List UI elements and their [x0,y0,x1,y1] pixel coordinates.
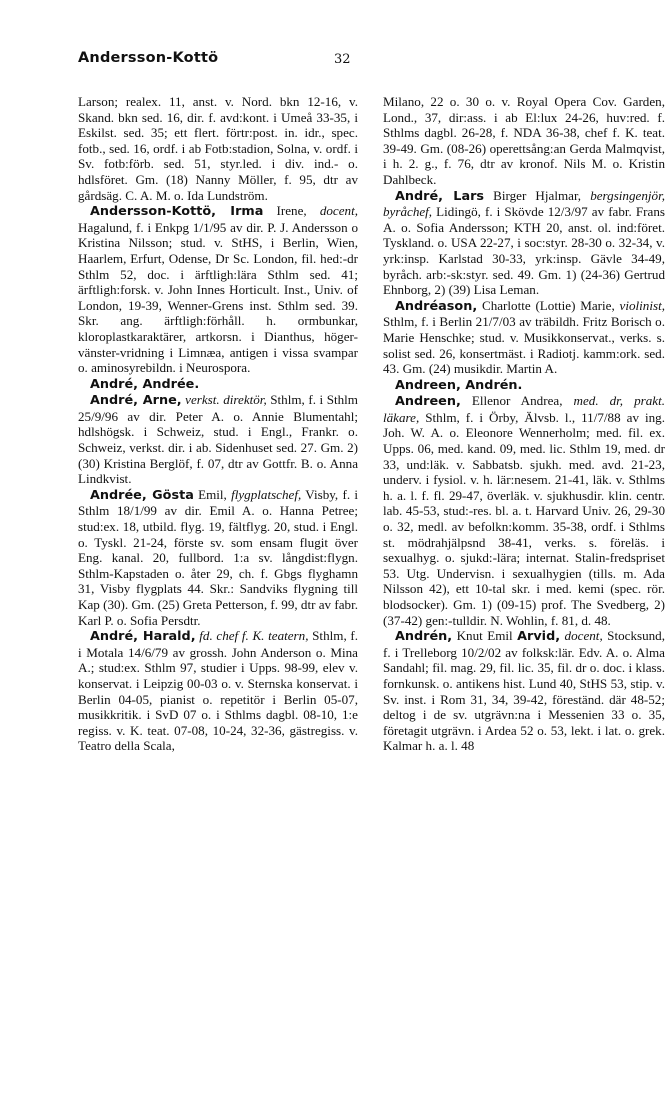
entry-name: Andréason, [395,298,478,314]
biography-entry: Andrée, Gösta Emil, flygplatschef, Visby, f. i Sthlm 18/1/99 av dir. Emil A. o. Hanna Petree; stud:ex. 18, utbild. flyg. 19, fältflyg. 20, stud. i Engl. o. Tyskl. 21-24, förste sv. som ensam flugit över Eng. kanal. 20, fullbord. 1:a sv. långdist:flygn. Sthlm-Kapstaden o. åter 29, ch. f. Gbgs flyghamn 31, Visby flygplats 44. Skr.: Sandviks flygning till Kap (30). Gm. (25) Greta Petterson, f. 99, dtr av fabr. Karl P. o. Sofia Persdtr. [78,486,358,628]
entry-title: flygplatschef, [231,486,302,502]
page-number: 32 [334,52,351,67]
running-head: Andersson-Kottö [78,50,219,66]
entry-name: Andrén, [395,629,453,645]
biography-entry: Andrén, Knut Emil Arvid, docent, Stocksund, f. i Trelleborg 10/2/02 av folksk:lär. Edv. A. o. Alma Sandahl; fil. mag. 29, fil. lic. 35, fil. dr o. doc. i klass. fornkunsk. o. antikens hist. Lund 40, StHS 53, stip. v. Sv. inst. i Rom 31, 34, 39-42, föreständ. där 48-52; deltog i de sv. utgrävn:na i Messenien 33 o. 35, företagit utgrävn. i Ardea 52 o. 53, lekt. i lat. o. grek. Kalmar h. a. l. 48 [383,628,665,754]
entry-name: André, [90,629,139,645]
biography-entry: Andréason, Charlotte (Lottie) Marie, violinist, Sthlm, f. i Berlin 21/7/03 av träbildh. Fritz Borisch o. Marie Henschke; stud. v. Musikkonservat., verks. s. solist sed. 26, konsertmäst. i Radiotj. kamm:ork. sed. 43. Gm. (24) musikdir. Martin A. [383,297,665,377]
right-column [383,94,665,754]
entry-title: verkst. direktör, [185,392,267,408]
entry-name: André, [90,393,139,409]
biography-entry: Andreen, Ellenor Andrea, med. dr, prakt. läkare, Sthlm, f. i Örby, Älvsb. l., 11/7/88 av ing. Joh. W. A. o. Eleonore Wennerholm; med. fil. ex. Upps. 06, med. kand. 09, med. lic. Sthlm 19, med. dr 33, und:läk. v. Sabbatsb. sjukh. med. avd. 21-23, underv. i fysiol. v. h. lär:nesem. 21-41, läk. v. Sthlms h. a. l. f. fl. 29-47, överläk. v. sjukhusdir. klin. centr. lab. 45-53, stud:-res. bl. a. t. Harvard Univ. 26, 29-30 o. 32, medl. av befolkn:komm. 35-38, ordf. i Sthlms st. mödrahjälpsnd 38-41, verks. s. föreläs. i sexualhyg. o. sjukd:-lära; internat. Stalin-fredspriset 53. Utg. Undervisn. i sexualhygien (tills. m. Ada Nilsson 42), ett 10-tal skr. i med. kemi (spec. rör. blodsocker). Gm. 1) (09-15) prof. The Svedberg, 2) (37-42) gen:-tulldir. N. Wohlin, f. 81, d. 48. [383,393,665,628]
entry-name: Andrée, [90,487,147,503]
entry-title: bergsingenjör, byråchef, [383,187,665,220]
entry-name: André, [395,188,444,204]
entry-title: fd. chef f. K. teatern, [199,628,309,644]
cross-reference-heading: André, Andrée. [90,376,200,392]
left-column [78,94,358,754]
biography-entry: André, Lars Birger Hjalmar, bergsingenjör, byråchef, Lidingö, f. i Skövde 12/3/97 av fabr. Frans A. o. Sofia Andersson; KTH 20, anst. ol. ind:föret. Tyskland. o. USA 22-27, i soc:styr. 28-30 o. 32-34, v. yrk:insp. Karlstad 30-33, yrk:insp. Gävle 34-49, byråch. arb:-sk:styr. sed. 49. Gm. 1) (24-36) Gertrud Ehnborg, 2) (39) Lisa Leman. [383,187,665,298]
entry-name: Andreen, [395,394,461,410]
cross-reference-heading: Andreen, Andrén. [395,377,523,393]
entry-title: med. dr, prakt. läkare, [383,393,665,425]
entry-name: Andersson-Kottö, [90,204,216,220]
entry-title: docent, [319,203,358,219]
biography-entry: André, Harald, fd. chef f. K. teatern, Sthlm, f. i Motala 14/6/79 av grossh. John Anderson o. Mina A.; stud:ex. Sthlm 97, studier i Upps. 98-99, elev v. konservat. i Leipzig 00-03 o. v. Sternska konservat. i Berlin 04-05, pianist o. repetitör i Berlin 05-07, musikkritik. i SvD 07 o. i Sthlms dagbl. 08-10, 1:e regiss. v. K. teat. 07-08, 10-24, 32-36, gästregiss. v. Teatro della Scala, [78,628,359,754]
entry-title: violinist, [619,297,665,313]
biography-entry: André, Arne, verkst. direktör, Sthlm, f. i Sthlm 25/9/96 av dir. Peter A. o. Annie Blumentahl; hdlshögsk. i Schweiz, stud. i Engl., Frankr. o. Schweiz, verkst. dir. i ab. Sidenhuset sed. 27. Gm. 2) (30) Kristina Berglöf, f. 07, dtr av Gottfr. B. o. Anna Lindkvist. [78,392,358,487]
entry-continuation: Milano, 22 o. 30 o. v. Royal Opera Cov. Garden, Lond., 37, dir:ass. i ab El:lux 24-26, huv:red. f. Sthlms dagbl. 26-28, f. NDA 36-38, chef f. K. teat. 39-49. Gm. (08-26) operettsång:an Gerda Malmqvist, i h. 2. g., f. 76, dtr av kronof. Nils M. o. Kristin Dahlbeck. [383,94,665,187]
biography-entry: Andersson-Kottö, Irma Irene, docent, Hagalund, f. i Enkpg 1/1/95 av dir. P. J. Andersson o Kristina Nilsson; stud. v. StHS, i Berlin, Wien, Haarlem, Erfurt, Odense, Dr Sc. London, fil. hed:-dr Sthlm 52, doc. i ärftligh:lära Sthlm sed. 41; ärftligh:forsk. v. John Innes Horticult. Inst., Univ. of London, 19-39, Wenner-Grens inst. Sthlm sed. 39. Skr. ang. ärftligh:förhåll. h. ormbunkar, kloroplastkaraktärer, artkorsn. i Dianthus, höger-vänster-vridning i Limnæa, antigen i vissa svampar o. aminosyrebildn. i Neurospora. [78,203,358,376]
page-header [78,50,668,74]
entry-continuation: Larson; realex. 11, anst. v. Nord. bkn 12-16, v. Skand. bkn sed. 16, dir. f. avd:kont. i Umeå 33-35, i Eskilst. sed. 35; ett flert. förtr:post. in. idr., spec. fotb., sed. 16, ordf. i ab Fotb:stadion, Solna, v. ordf. i Sv. fotb:förb. sed. 51, styr.led. i div. ind.- o. hdlsföret. Gm. (18) Nanny Möller, f. 95, dtr av gårdsäg. C. A. M. o. Ida Lundström. [78,94,358,203]
entry-title: docent, [560,628,603,644]
